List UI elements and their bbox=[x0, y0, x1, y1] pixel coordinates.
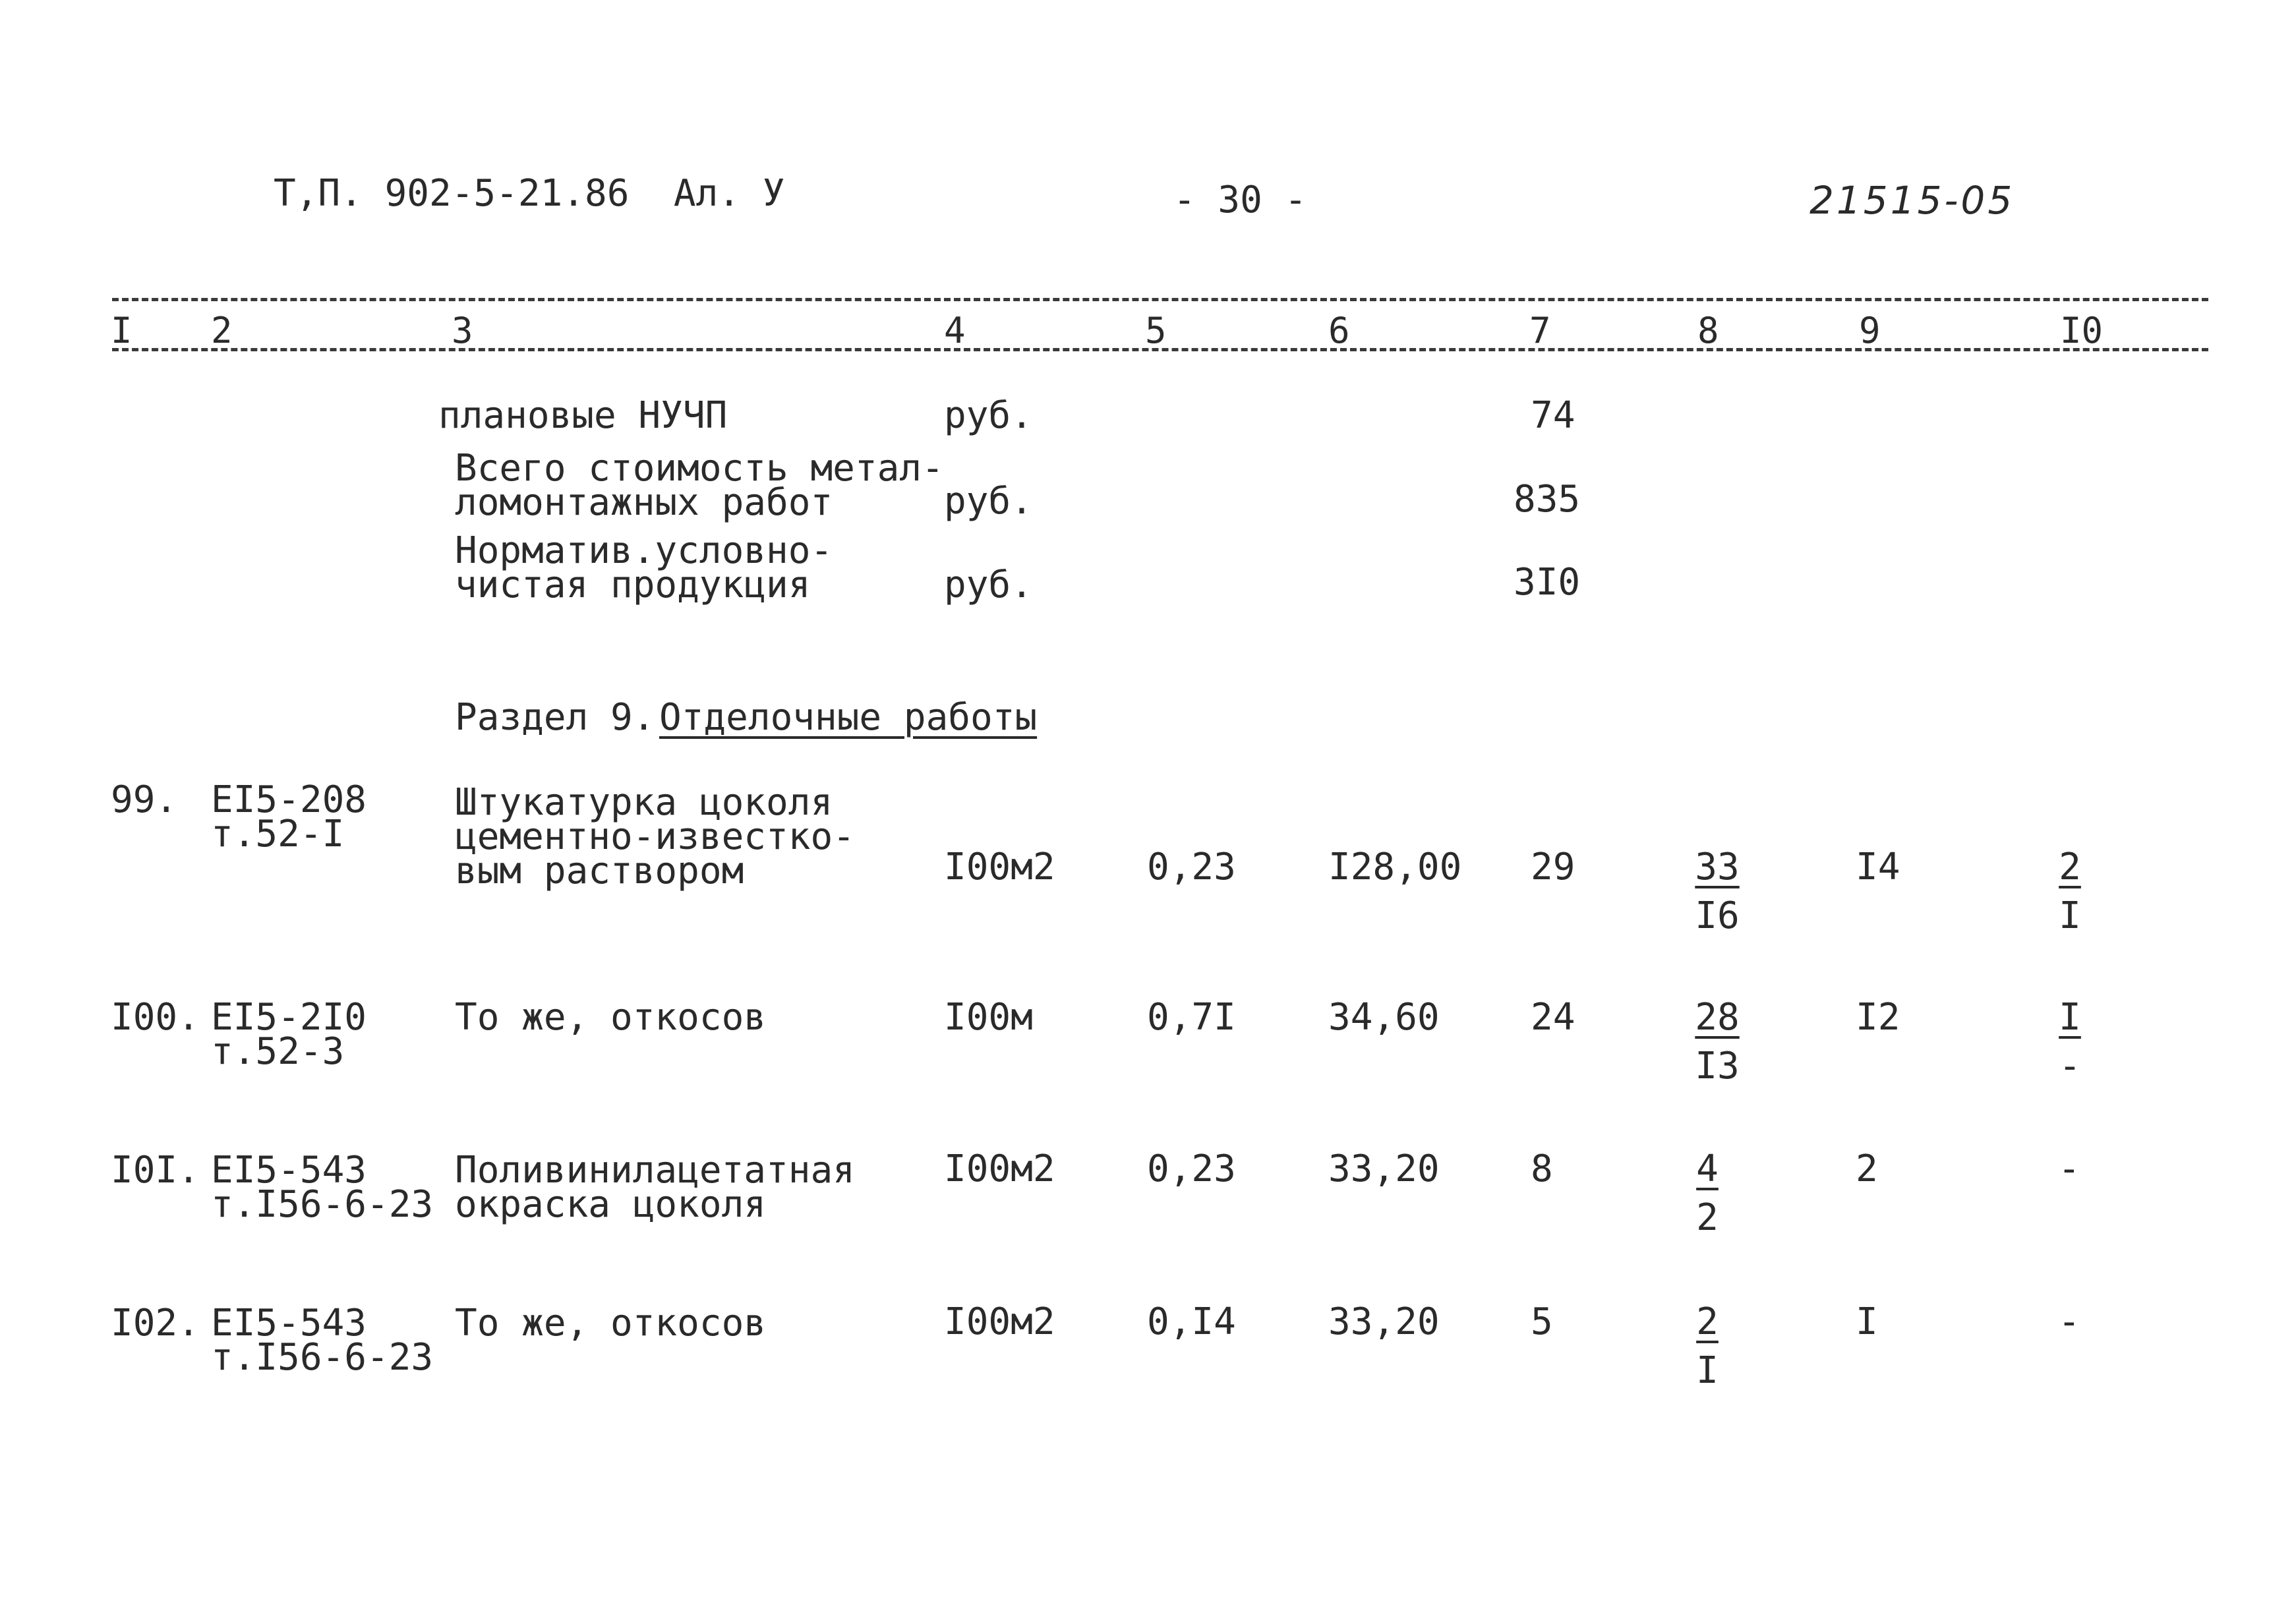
row-unit-price: 34,60 bbox=[1328, 996, 1440, 1039]
column-number-9: 9 bbox=[1859, 310, 1881, 351]
row-cost: 29 bbox=[1531, 846, 1575, 888]
row-cost: 8 bbox=[1531, 1147, 1553, 1190]
summary-name: плановые НУЧП bbox=[438, 394, 728, 437]
row-col8-fraction bbox=[1688, 996, 1747, 1088]
row-description: То же, откосов bbox=[455, 996, 767, 1039]
header-top-rule bbox=[112, 298, 2208, 301]
row-col10-fraction bbox=[2050, 996, 2090, 1088]
row-col8-numerator: 2 bbox=[1696, 1300, 1719, 1343]
row-col8-denominator: I3 bbox=[1695, 1045, 1740, 1088]
row-code: EI5-543 т.I56-6-23 bbox=[211, 1302, 434, 1379]
row-quantity: 0,23 bbox=[1147, 1147, 1236, 1190]
row-col9: I2 bbox=[1856, 996, 1900, 1039]
row-col9: 2 bbox=[1856, 1147, 1878, 1190]
column-number-8: 8 bbox=[1697, 310, 1719, 351]
section-title: Отделочные работы bbox=[659, 696, 1038, 739]
row-col8-fraction bbox=[1688, 1300, 1727, 1392]
row-col8-fraction bbox=[1688, 1147, 1727, 1239]
row-col8-denominator: I6 bbox=[1695, 894, 1740, 937]
document-code: Т,П. 902-5-21.86 Ал. У bbox=[274, 172, 785, 215]
row-quantity: 0,23 bbox=[1147, 846, 1236, 888]
row-number: I00. bbox=[111, 996, 200, 1039]
row-col8-denominator: I bbox=[1696, 1349, 1719, 1392]
row-col8-numerator: 28 bbox=[1695, 996, 1740, 1039]
row-col8-denominator: 2 bbox=[1696, 1196, 1719, 1239]
row-unit: I00м2 bbox=[944, 1147, 1055, 1190]
row-col10: - bbox=[2058, 1300, 2080, 1343]
section-prefix: Раздел 9. bbox=[455, 696, 655, 739]
row-number: I0I. bbox=[111, 1149, 200, 1192]
row-quantity: 0,7I bbox=[1147, 996, 1236, 1039]
row-cost: 24 bbox=[1531, 996, 1575, 1039]
column-number-3: 3 bbox=[452, 310, 473, 351]
row-col9: I4 bbox=[1856, 846, 1900, 888]
column-number-2: 2 bbox=[211, 310, 233, 351]
summary-total: 74 bbox=[1531, 394, 1575, 437]
row-description: Штукатурка цоколя цементно-известко- вым раствором bbox=[455, 781, 855, 892]
row-unit-price: 33,20 bbox=[1328, 1300, 1440, 1343]
row-col9: I bbox=[1856, 1300, 1878, 1343]
row-quantity: 0,I4 bbox=[1147, 1300, 1236, 1343]
page-number: - 30 - bbox=[1173, 179, 1307, 221]
column-number-5: 5 bbox=[1145, 310, 1167, 351]
column-number-10: I0 bbox=[2060, 310, 2104, 351]
column-number-6: 6 bbox=[1328, 310, 1350, 351]
row-col10-fraction bbox=[2050, 846, 2090, 937]
summary-unit: руб. bbox=[944, 564, 1033, 606]
row-code: EI5-208 т.52-I bbox=[211, 778, 367, 856]
column-number-1: I bbox=[111, 310, 132, 351]
row-col8-fraction bbox=[1688, 846, 1747, 937]
row-col10-denominator: I bbox=[2059, 894, 2081, 937]
row-number: 99. bbox=[111, 778, 178, 821]
summary-unit: руб. bbox=[944, 480, 1033, 523]
row-unit: I00м2 bbox=[944, 1300, 1055, 1343]
row-col8-numerator: 33 bbox=[1695, 846, 1740, 888]
column-number-7: 7 bbox=[1529, 310, 1551, 351]
row-col10: - bbox=[2058, 1147, 2080, 1190]
row-number: I02. bbox=[111, 1302, 200, 1345]
row-description: То же, откосов bbox=[455, 1302, 767, 1345]
row-unit-price: I28,00 bbox=[1328, 846, 1462, 888]
summary-unit: руб. bbox=[944, 394, 1033, 437]
summary-total: 835 bbox=[1514, 478, 1581, 521]
row-cost: 5 bbox=[1531, 1300, 1553, 1343]
row-unit: I00м2 bbox=[944, 846, 1055, 888]
row-code: EI5-543 т.I56-6-23 bbox=[211, 1149, 434, 1226]
summary-name: Норматив.условно- чистая продукция bbox=[455, 529, 833, 606]
summary-name: Всего стоимость метал- ломонтажных работ bbox=[455, 447, 944, 524]
row-unit: I00м bbox=[944, 996, 1033, 1039]
row-code: EI5-2I0 т.52-3 bbox=[211, 996, 367, 1073]
row-col10-numerator: 2 bbox=[2059, 846, 2081, 888]
row-col10-denominator: - bbox=[2059, 1045, 2081, 1088]
row-col10-numerator: I bbox=[2059, 996, 2081, 1039]
row-unit-price: 33,20 bbox=[1328, 1147, 1440, 1190]
reference-number: 21515-05 bbox=[1810, 178, 2015, 223]
row-description: Поливинилацетатная окраска цоколя bbox=[455, 1149, 855, 1226]
column-number-4: 4 bbox=[944, 310, 966, 351]
summary-total: 3I0 bbox=[1514, 561, 1581, 604]
row-col8-numerator: 4 bbox=[1696, 1147, 1719, 1190]
